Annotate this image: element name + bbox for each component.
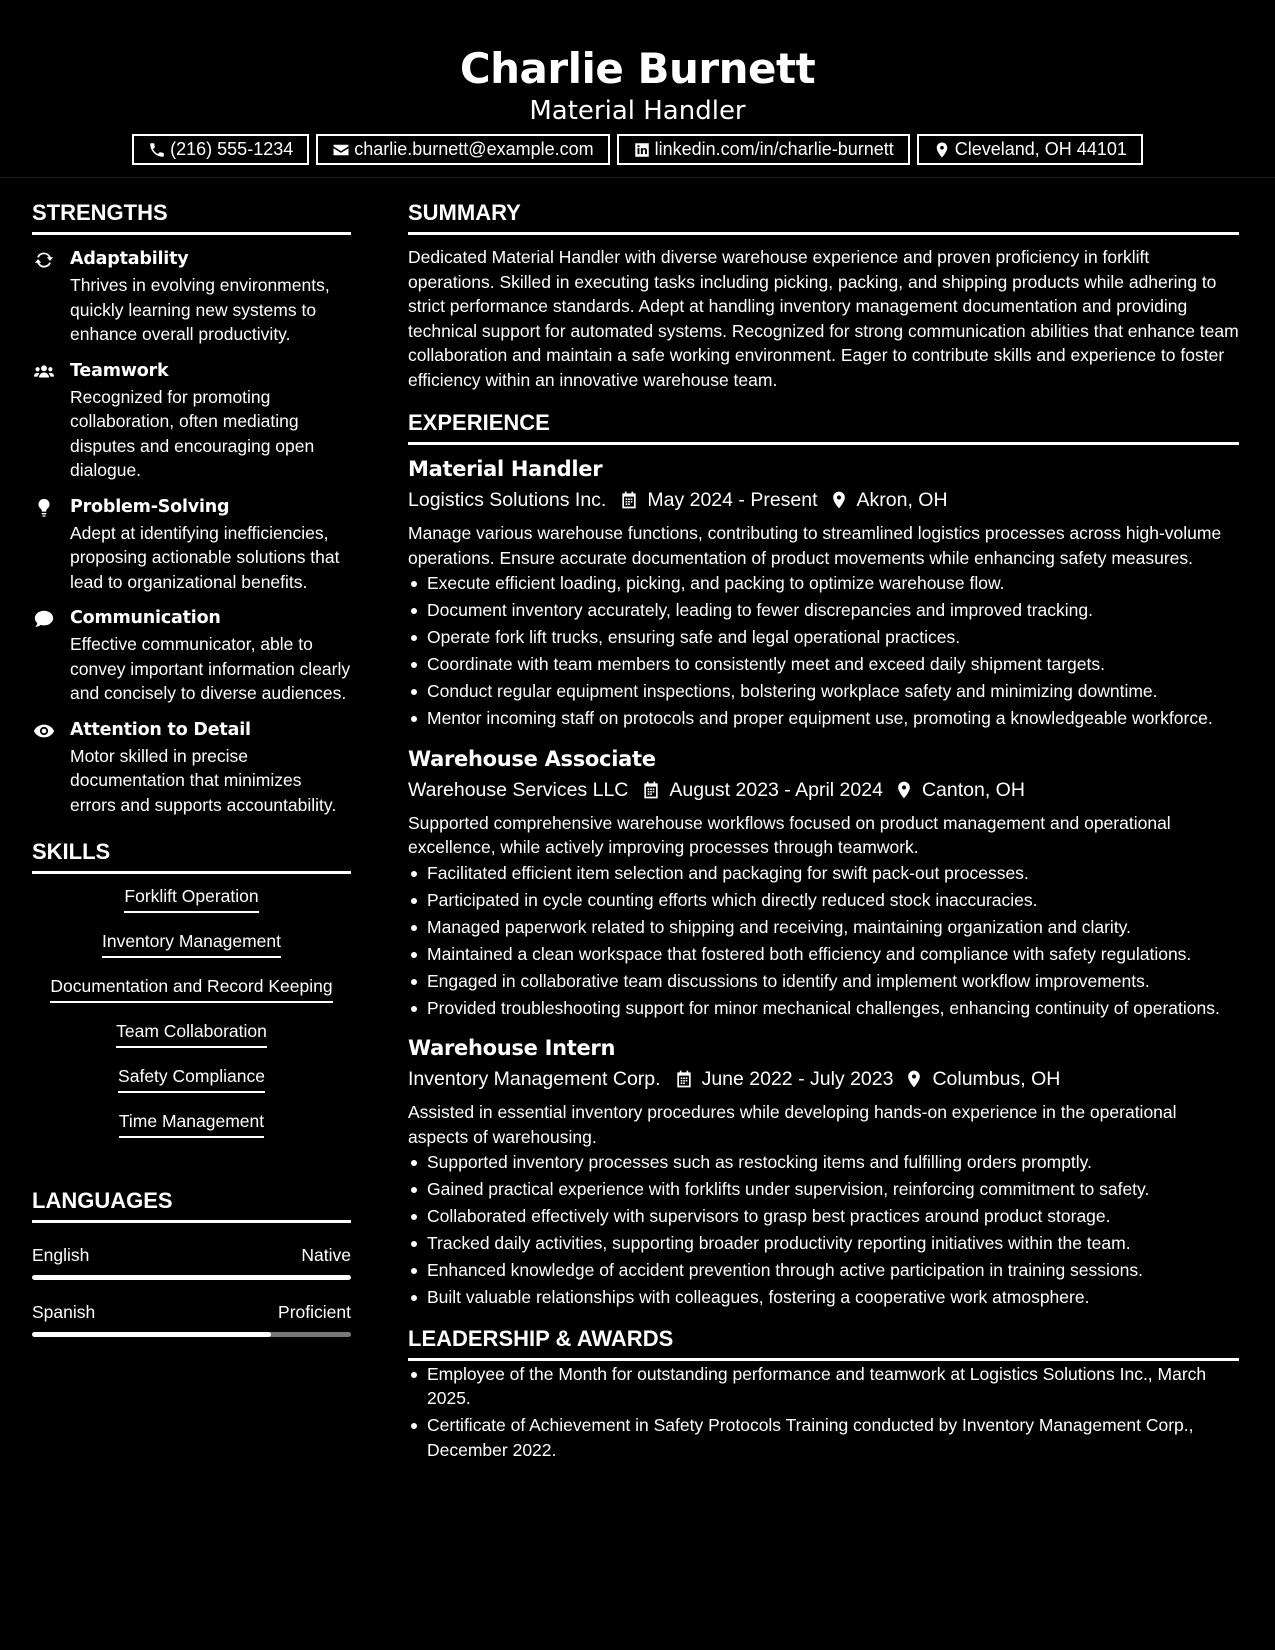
list-item: Supported inventory processes such as restocking items and fulfilling orders promptly.	[408, 1150, 1239, 1175]
strength-item	[32, 247, 351, 347]
comment-icon	[33, 608, 55, 630]
strength-desc: Recognized for promoting collaboration, often mediating disputes and encouraging open dialogue.	[70, 386, 315, 480]
map-pin-icon	[904, 1069, 924, 1089]
strength-desc: Adept at identifying inefficiencies, proposing actionable solutions that lead to organizational benefits.	[70, 522, 340, 592]
strength-item	[32, 606, 351, 706]
list-item: Built valuable relationships with colleagues, fostering a cooperative work atmosphere.	[408, 1285, 1239, 1310]
list-item: Execute efficient loading, picking, and packing to optimize warehouse flow.	[408, 571, 1239, 596]
language-proficiency-bar	[32, 1275, 351, 1280]
envelope-icon	[332, 141, 350, 159]
strength-name: Communication	[70, 608, 221, 628]
calendar-icon	[674, 1069, 694, 1089]
job-bullets	[408, 1150, 1239, 1310]
job-description: Manage various warehouse functions, contributing to streamlined logistics processes across high-volume operations. Ensure accurate documentation of product movements while enhancing safety measures.	[408, 523, 1222, 568]
job-company: Logistics Solutions Inc.	[408, 489, 607, 511]
list-item: Managed paperwork related to shipping and receiving, maintaining organization and clarity.	[408, 915, 1239, 940]
language-proficiency-fill	[32, 1332, 271, 1337]
job-location: Columbus, OH	[932, 1068, 1061, 1090]
resume-header	[0, 0, 1275, 178]
left-column	[32, 198, 351, 1337]
phone-text: (216) 555-1234	[170, 139, 294, 159]
skill-tag: Safety Compliance	[118, 1064, 265, 1093]
skill-tag: Forklift Operation	[124, 884, 258, 913]
list-item: Facilitated efficient item selection and packaging for swift pack-out processes.	[408, 861, 1239, 886]
language-proficiency-fill	[32, 1275, 351, 1280]
list-item: Document inventory accurately, leading to fewer discrepancies and improved tracking.	[408, 598, 1239, 623]
list-item: Mentor incoming staff on protocols and proper equipment use, promoting a knowledgeable workforce.	[408, 706, 1239, 731]
language-level: Native	[301, 1245, 351, 1265]
skills-heading: SKILLS	[32, 837, 351, 874]
list-item: Conduct regular equipment inspections, bolstering workplace safety and minimizing downtime.	[408, 679, 1239, 704]
language-item	[32, 1300, 351, 1337]
users-icon	[33, 361, 55, 383]
list-item: Engaged in collaborative team discussions to identify and implement workflow improvements.	[408, 969, 1239, 994]
contact-location	[917, 134, 1143, 165]
contact-phone[interactable]	[132, 134, 309, 165]
skill-tag: Team Collaboration	[116, 1019, 267, 1048]
language-level: Proficient	[278, 1302, 351, 1322]
job-title: Warehouse Associate	[408, 746, 656, 771]
list-item: Employee of the Month for outstanding performance and teamwork at Logistics Solutions Inc., March 2025.	[408, 1362, 1239, 1411]
job-entry	[408, 745, 1239, 1021]
list-item: Collaborated effectively with supervisors to grasp best practices around product storage.	[408, 1204, 1239, 1229]
candidate-title: Material Handler	[529, 96, 746, 126]
strength-name: Attention to Detail	[70, 719, 251, 740]
summary-heading: SUMMARY	[408, 198, 1239, 235]
list-item: Coordinate with team members to consistently meet and exceed daily shipment targets.	[408, 652, 1239, 677]
strength-item	[32, 359, 351, 483]
job-dates: August 2023 - April 2024	[669, 778, 883, 801]
right-column	[408, 198, 1239, 1465]
skill-tag: Documentation and Record Keeping	[50, 974, 332, 1003]
strength-item	[32, 495, 351, 595]
list-item: Provided troubleshooting support for minor mechanical challenges, enhancing continuity of operations.	[408, 996, 1239, 1021]
linkedin-text: linkedin.com/in/charlie-burnett	[654, 139, 894, 159]
linkedin-icon	[633, 141, 651, 159]
list-item: Gained practical experience with forklifts under supervision, reinforcing commitment to safety.	[408, 1177, 1239, 1202]
skill-tag: Inventory Management	[102, 929, 281, 958]
job-location: Canton, OH	[921, 778, 1025, 801]
job-meta	[408, 1065, 1239, 1093]
job-entry	[408, 1034, 1239, 1310]
map-pin-icon	[933, 141, 951, 159]
language-name: Spanish	[32, 1302, 96, 1322]
map-pin-icon	[829, 490, 849, 510]
sync-icon	[33, 249, 55, 271]
skill-tag: Time Management	[119, 1109, 264, 1138]
strength-item	[32, 718, 351, 818]
list-item: Certificate of Achievement in Safety Protocols Training conducted by Inventory Management Corp., December 2022.	[408, 1413, 1239, 1462]
summary-text: Dedicated Material Handler with diverse warehouse experience and proven proficiency in forklift operations. Skilled in executing tasks including picking, packing, and shipping products while adhering to strict performance standards. Adept at handling inventory management documentation and providing technical support for automated systems. Recognized for strong communication abilities that enhance team collaboration and maintain a safe working environment. Eager to contribute skills and experience to foster efficiency within an innovative warehouse team.	[408, 247, 1239, 390]
strength-name: Adaptability	[70, 249, 189, 269]
language-name: English	[32, 1245, 90, 1265]
strength-desc: Motor skilled in precise documentation that minimizes errors and supports accountability.	[70, 745, 337, 815]
job-meta	[408, 486, 1239, 514]
languages-heading: LANGUAGES	[32, 1186, 351, 1223]
job-company: Inventory Management Corp.	[408, 1068, 661, 1090]
job-meta	[408, 776, 1239, 804]
job-bullets	[408, 571, 1239, 731]
job-description: Assisted in essential inventory procedures while developing hands-on experience in the operational aspects of warehousing.	[408, 1102, 1177, 1147]
list-item: Participated in cycle counting efforts which directly reduced stock inaccuracies.	[408, 888, 1239, 913]
job-title: Material Handler	[408, 457, 603, 481]
contact-email[interactable]	[316, 134, 609, 165]
job-description: Supported comprehensive warehouse workflows focused on product management and operational excellence, while actively improving processes through teamwork.	[408, 812, 1171, 857]
strengths-heading: STRENGTHS	[32, 198, 351, 235]
email-text: charlie.burnett@example.com	[354, 139, 594, 159]
phone-icon	[148, 141, 166, 159]
calendar-icon	[619, 490, 639, 510]
strength-desc: Effective communicator, able to convey important information clearly and concisely to diverse audiences.	[70, 634, 351, 703]
candidate-name: Charlie Burnett	[459, 44, 816, 93]
awards-list	[408, 1362, 1239, 1463]
job-company: Warehouse Services LLC	[408, 778, 629, 801]
calendar-icon	[641, 780, 661, 800]
language-proficiency-bar	[32, 1332, 351, 1337]
language-item	[32, 1243, 351, 1280]
list-item: Enhanced knowledge of accident prevention through active participation in training sessions.	[408, 1258, 1239, 1283]
map-pin-icon	[894, 780, 914, 800]
job-bullets	[408, 861, 1239, 1021]
list-item: Maintained a clean workspace that fostered both efficiency and compliance with safety regulations.	[408, 942, 1239, 967]
experience-heading: EXPERIENCE	[408, 408, 1239, 445]
eye-icon	[33, 720, 55, 742]
lightbulb-icon	[33, 497, 55, 519]
contact-bar	[0, 134, 1275, 165]
job-dates: May 2024 - Present	[647, 489, 818, 511]
job-dates: June 2022 - July 2023	[701, 1068, 894, 1090]
job-entry	[408, 455, 1239, 731]
list-item: Tracked daily activities, supporting broader productivity reporting initiatives within the team.	[408, 1231, 1239, 1256]
awards-heading: LEADERSHIP & AWARDS	[408, 1324, 1239, 1361]
location-text: Cleveland, OH 44101	[954, 139, 1127, 159]
list-item: Operate fork lift trucks, ensuring safe and legal operational practices.	[408, 625, 1239, 650]
contact-linkedin[interactable]	[617, 134, 910, 165]
job-title: Warehouse Intern	[408, 1036, 616, 1060]
strength-name: Teamwork	[70, 360, 169, 381]
skills-list	[32, 884, 351, 1154]
strength-name: Problem-Solving	[70, 496, 230, 517]
strength-desc: Thrives in evolving environments, quickly learning new systems to enhance overall productivity.	[70, 275, 330, 344]
job-location: Akron, OH	[856, 489, 948, 511]
